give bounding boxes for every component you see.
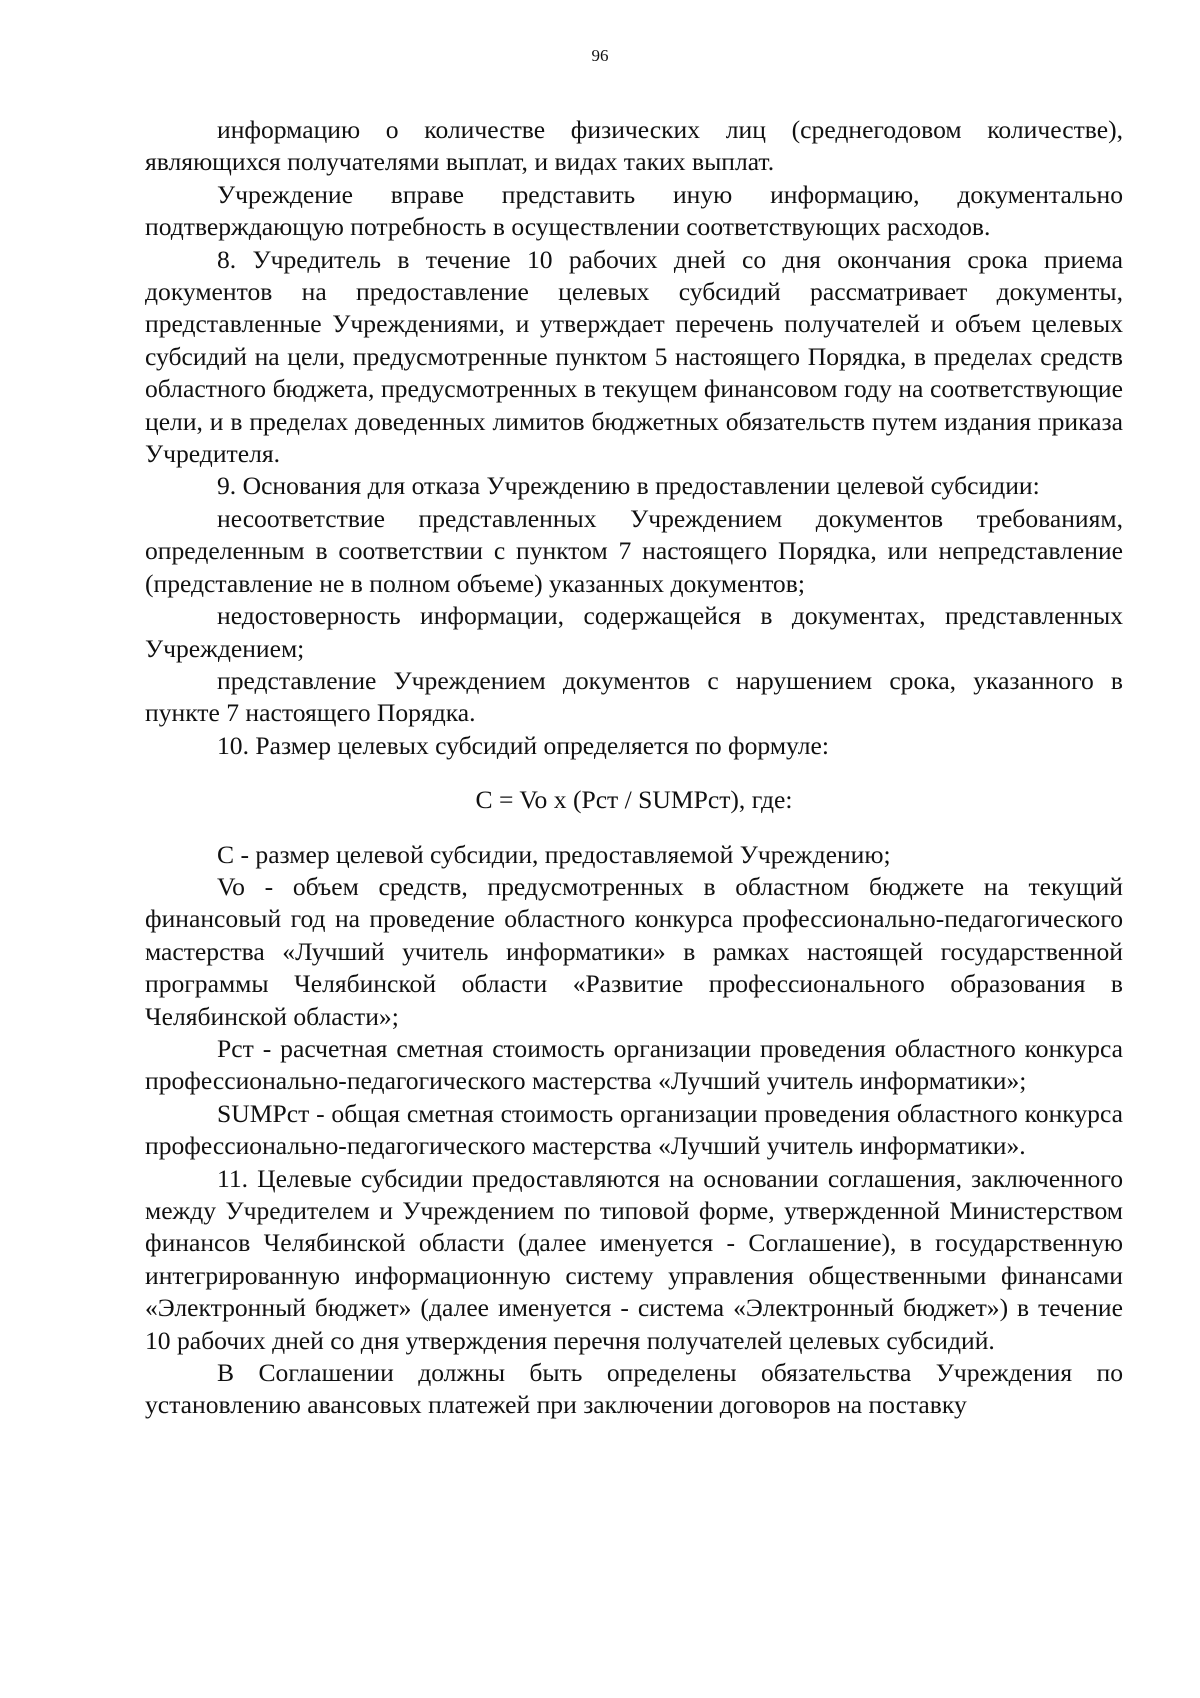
paragraph-def-vo: Vo - объем средств, предусмотренных в областном бюджете на текущий финансовый год на проведение областного конкурса профессионально-педагогического мастерства «Лучший учитель информатики» в рамках настоящей государственной программы Челябинской области «Развитие профессионального образования в Челябинской области»; [145, 871, 1123, 1031]
paragraph-agreement-obligations: В Соглашении должны быть определены обязательства Учреждения по установлению авансовых платежей при заключении договоров на поставку [145, 1358, 1123, 1420]
paragraph-other-info: Учреждение вправе представить иную информацию, документально подтверждающую потребность в осуществлении соответствующих расходов. [145, 179, 1123, 242]
paragraph-item-9: 9. Основания для отказа Учреждению в предоставлении целевой субсидии: [217, 471, 1040, 501]
paragraph-item-11: 11. Целевые субсидии предоставляются на основании соглашения, заключенного между Учредителем и Учреждением по типовой форме, утвержденной Министерством финансов Челябинской области (далее именуется - Соглашение), в государственную интегрированную информационную систему управления общественными финансами «Электронный бюджет» (далее именуется - система «Электронный бюджет») в течение 10 рабочих дней со дня утверждения перечня получателей целевых субсидий. [145, 1163, 1123, 1355]
paragraph-refusal-noncompliance: несоответствие представленных Учреждением документов требованиям, определенным в соответствии с пунктом 7 настоящего Порядка, или непредставление (представление не в полном объеме) указанных документов; [145, 503, 1123, 598]
subsidy-formula: C = Vo x (Рст / SUMРст), где: [475, 785, 793, 815]
paragraph-payments-info: информацию о количестве физических лиц (среднегодовом количестве), являющихся получателями выплат, и видах таких выплат. [145, 115, 1123, 177]
paragraph-refusal-unreliability: недостоверность информации, содержащейся в документах, представленных Учреждением; [145, 601, 1123, 663]
paragraph-def-rst: Рст - расчетная сметная стоимость организации проведения областного конкурса профессионально-педагогического мастерства «Лучший учитель информатики»; [145, 1033, 1123, 1096]
page-number: 96 [591, 46, 609, 65]
paragraph-def-c: C - размер целевой субсидии, предоставляемой Учреждению; [217, 839, 891, 869]
paragraph-item-10: 10. Размер целевых субсидий определяется по формуле: [217, 730, 829, 760]
paragraph-def-sumrst: SUMРст - общая сметная стоимость организации проведения областного конкурса профессионально-педагогического мастерства «Лучший учитель информатики». [145, 1098, 1123, 1161]
paragraph-item-8: 8. Учредитель в течение 10 рабочих дней со дня окончания срока приема документов на предоставление целевых субсидий рассматривает документы, представленные Учреждениями, и утверждает перечень получателей и объем целевых субсидий на цели, предусмотренные пунктом 5 настоящего Порядка, в пределах средств областного бюджета, предусмотренных в текущем финансовом году на соответствующие цели, и в пределах доведенных лимитов бюджетных обязательств путем издания приказа Учредителя. [145, 244, 1123, 469]
document-body [145, 114, 1123, 1422]
paragraph-refusal-late: представление Учреждением документов с нарушением срока, указанного в пункте 7 настоящего Порядка. [145, 665, 1123, 728]
